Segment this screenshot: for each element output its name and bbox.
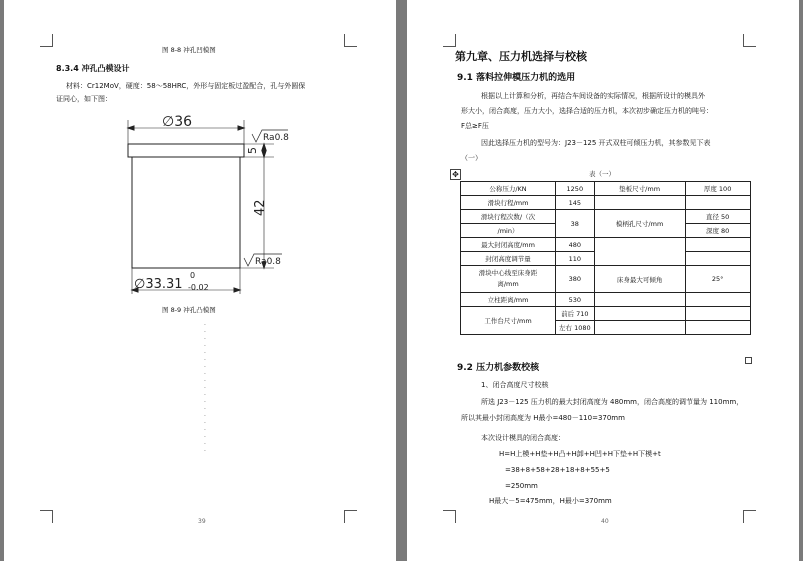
table-caption: 表（一） — [589, 170, 615, 178]
formula: H最大－5=475mm，H最小=370mm — [489, 497, 612, 505]
page-left — [4, 0, 396, 561]
section-heading: 8.3.4 冲孔凸模设计 — [56, 64, 130, 73]
crop-mark — [40, 34, 53, 47]
chapter-heading: 第九章、压力机选择与校核 — [455, 50, 587, 63]
tolerance-upper: 0 — [190, 271, 196, 280]
formula: =38+8+58+28+18+8+55+5 — [505, 466, 610, 474]
formula: H=H上模+H垫+H凸+H卸+H凹+H下垫+H下模+t — [499, 450, 661, 458]
roughness-bottom: Ra0.8 — [255, 257, 281, 267]
table-move-icon[interactable]: ✥ — [450, 169, 461, 180]
crop-mark — [40, 510, 53, 523]
empty-paragraph-marks: · · · · · · · · · · · · · · · · · · · — [204, 322, 206, 455]
page-number: 39 — [198, 518, 206, 525]
table-row: 滑块中心线至床身距 离/mm 380 床身最大可倾角 25° — [461, 266, 751, 293]
page-number: 40 — [601, 518, 609, 525]
dim-step: 5 — [246, 147, 259, 154]
table-row: 滑块行程次数/（次 38 模柄孔尺寸/mm 直径 50 — [461, 210, 751, 224]
press-spec-table — [460, 181, 751, 335]
body-text: 材料：Cr12MoV，硬度：58～58HRC，外形与固定板过盈配合，孔与外圆保 — [66, 82, 306, 90]
table-row: 最大封闭高度/mm 480 — [461, 238, 751, 252]
body-text: 根据以上计算和分析，再结合车间设备的实际情况，根据所设计的模具外 — [481, 92, 705, 100]
dim-top-diameter: ∅36 — [162, 114, 193, 130]
tolerance-lower: -0.02 — [188, 283, 209, 292]
figure-caption: 图 8-9 冲孔凸模图 — [162, 306, 216, 314]
page-right — [407, 0, 799, 561]
punch-drawing — [104, 108, 304, 304]
table-row: 滑块行程/mm 145 — [461, 196, 751, 210]
crop-mark — [743, 510, 756, 523]
crop-mark — [443, 34, 456, 47]
crop-mark — [743, 34, 756, 47]
body-text: （一） — [461, 154, 482, 162]
table-row: 左右 1080 — [461, 321, 751, 335]
dim-height: 42 — [253, 199, 268, 216]
body-text: F总≥F压 — [461, 122, 489, 130]
crop-mark — [443, 510, 456, 523]
crop-mark — [344, 510, 357, 523]
body-text: 形大小，闭合高度，压力大小，选择合适的压力机，本次初步确定压力机的吨号： — [461, 107, 713, 115]
figure-caption: 图 8-8 冲孔凹模图 — [162, 46, 216, 54]
body-text: 因此选择压力机的型号为：J23－125 开式双柱可倾压力机，其参数见下表 — [481, 139, 711, 147]
section-heading: 9.2 压力机参数校核 — [457, 363, 540, 373]
table-resize-handle[interactable] — [745, 357, 752, 364]
table-row: 工作台尺寸/mm 前后 710 — [461, 307, 751, 321]
body-text: 所以其最小封闭高度为 H最小=480－110=370mm — [461, 414, 625, 422]
table-row: 封闭高度调节量 110 — [461, 252, 751, 266]
table-row: 公称压力/KN 1250 垫板尺寸/mm 厚度 100 — [461, 182, 751, 196]
section-heading: 9.1 落料拉伸模压力机的选用 — [457, 73, 576, 83]
dim-bottom-diameter: ∅33.31 — [134, 277, 183, 292]
table-row: 立柱距离/mm 530 — [461, 293, 751, 307]
body-text: 证同心，如下图： — [56, 95, 112, 103]
body-text: 所选 J23－125 压力机的最大封闭高度为 480mm，闭合高度的调节量为 110mm， — [481, 398, 744, 406]
roughness-top: Ra0.8 — [263, 133, 289, 143]
crop-mark — [344, 34, 357, 47]
table-row: /min） 深度 80 — [461, 224, 751, 238]
formula: =250mm — [505, 482, 538, 490]
list-item: 1、闭合高度尺寸校核 — [481, 381, 549, 389]
body-text: 本次设计模具的闭合高度： — [481, 434, 565, 442]
